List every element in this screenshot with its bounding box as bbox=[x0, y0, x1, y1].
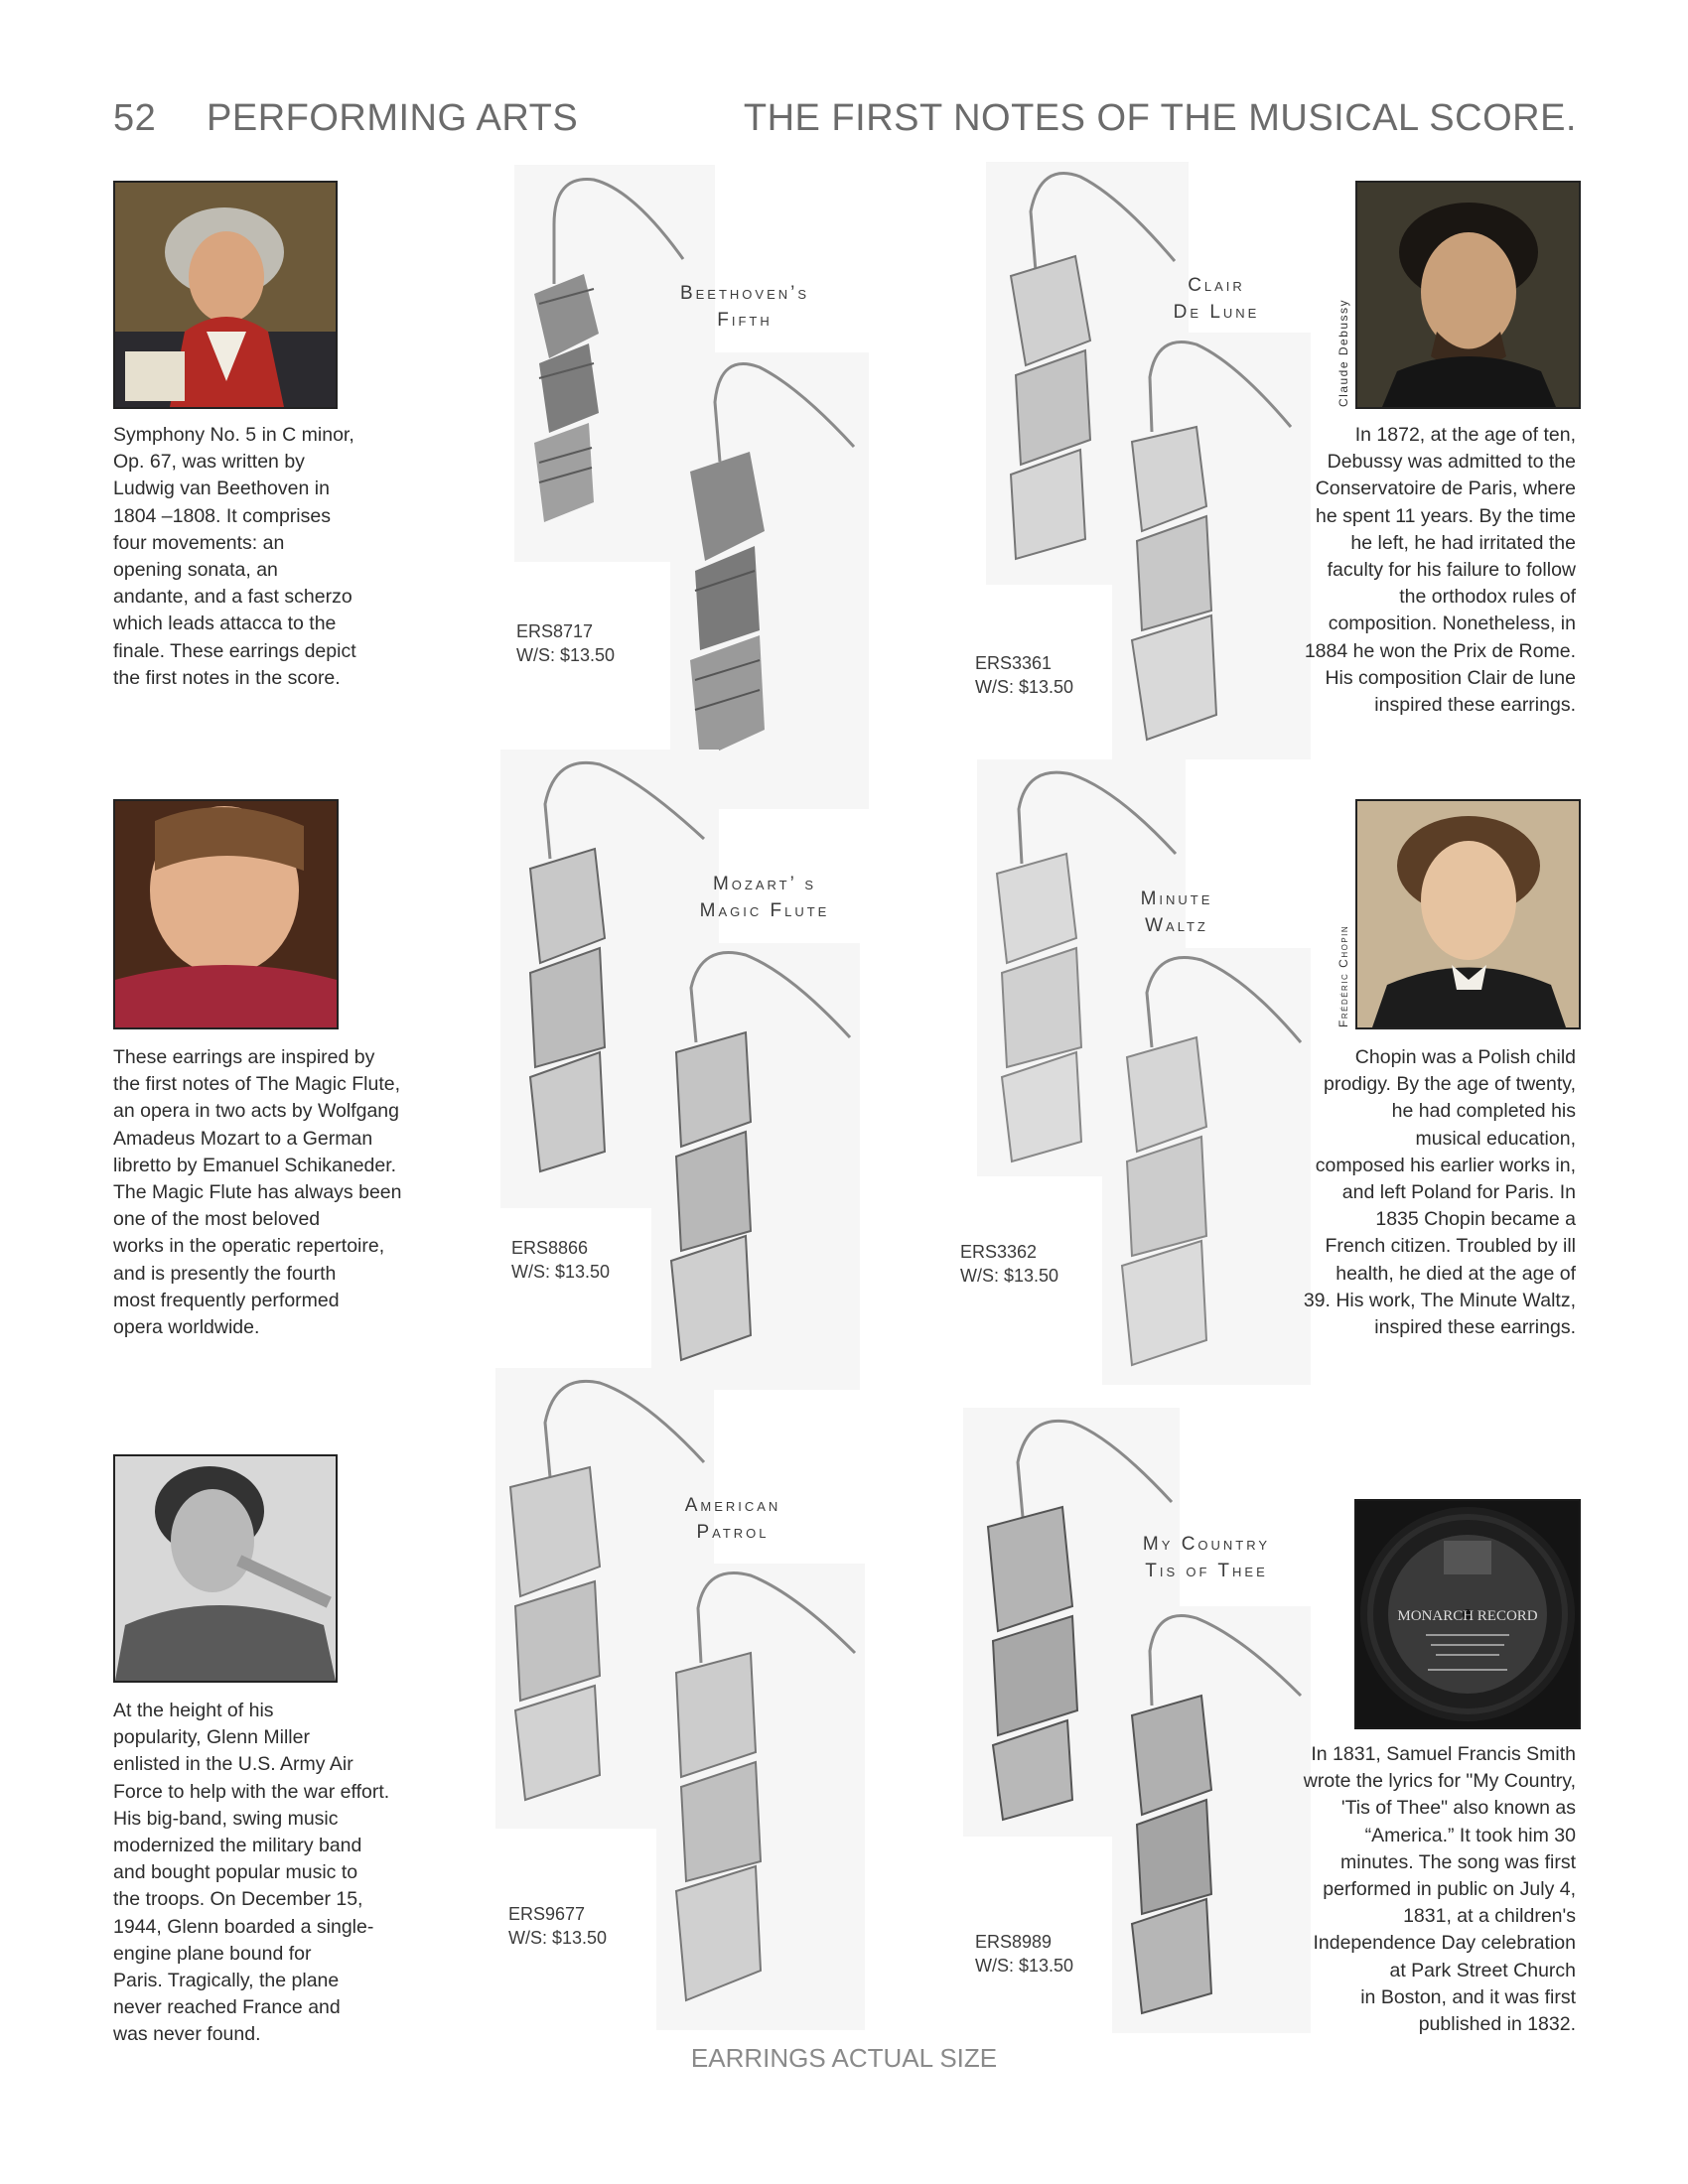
beethoven-description: Symphony No. 5 in C minor, Op. 67, was written by Ludwig van Beethoven in 1804 –1808. It comprises four movements: an opening sonata, an andante, and a fast scherzo which leads attacca to the finale. These earrings depict the first notes in the score. bbox=[113, 424, 356, 689]
earring-photo-mozart-right bbox=[651, 943, 860, 1390]
price-chopin: W/S: $13.50 bbox=[960, 1266, 1059, 1286]
glenn-miller-description: At the height of his popularity, Glenn Miller enlisted in the U.S. Army Air Force to help with the war effort. His big-band, swing music modernized the military band and bought popular music to the troops. On December 15, 1944, Glenn boarded a single- engine plane bound for Paris. Tragically, the plane never reached France and was never found. bbox=[113, 1700, 390, 2046]
product-name-chopin: Minute Waltz bbox=[1140, 888, 1213, 936]
earring-icon bbox=[656, 1564, 865, 2030]
monarch-record-photo bbox=[1354, 1499, 1581, 1729]
sku-debussy: ERS3361 bbox=[975, 653, 1053, 673]
debussy-description: In 1872, at the age of ten, Debussy was admitted to the Conservatoire de Paris, where he spent 11 years. By the time he left, he had irritated the faculty for his failure to follow the orthodox rules of composition. Nonetheless, in 1884 he won the Prix de Rome. His composition Clair de lune inspired these earrings. bbox=[1304, 424, 1576, 717]
sku-chopin: ERS3362 bbox=[960, 1242, 1038, 1262]
price-debussy: W/S: $13.50 bbox=[975, 677, 1074, 697]
beethoven-portrait bbox=[113, 181, 338, 409]
chopin-description: Chopin was a Polish child prodigy. By the age of twenty, he had completed his musical education, composed his earlier works in, and left Poland for Paris. In 1835 Chopin became a French citizen. Troubled by ill health, he died at the age of 39. His work, The Minute Waltz, inspired these earrings. bbox=[1303, 1046, 1576, 1339]
product-name-mozart: Mozart’ s Magic Flute bbox=[699, 874, 830, 921]
price-patrol: W/S: $13.50 bbox=[508, 1928, 608, 1948]
sku-mozart: ERS8866 bbox=[511, 1238, 589, 1258]
sku-beethoven: ERS8717 bbox=[516, 621, 594, 641]
earring-icon bbox=[670, 352, 869, 809]
product-name-debussy: Clair De Lune bbox=[1173, 275, 1260, 323]
price-beethoven: W/S: $13.50 bbox=[516, 645, 616, 665]
mozart-portrait bbox=[113, 799, 339, 1029]
section-title: PERFORMING ARTS bbox=[207, 97, 579, 139]
page-number: 52 bbox=[113, 97, 157, 139]
mozart-description: These earrings are inspired by the first notes of The Magic Flute, an opera in two acts by Wolfgang Amadeus Mozart to a German libretto by Emanuel Schikaneder. The Magic Flute has always been one of the most beloved works in the operatic repertoire, and is presently the fourth most frequently performed opera worldwide. bbox=[113, 1046, 402, 1339]
debussy-portrait bbox=[1355, 181, 1581, 409]
country-description: In 1831, Samuel Francis Smith wrote the lyrics for "My Country, 'Tis of Thee" also known as “America.” It took him 30 minutes. The song was first performed in public on July 4, 1831, at a children's Independence Day celebration at Park Street Church in Boston, and it was first published in 1832. bbox=[1303, 1743, 1576, 2036]
price-mozart: W/S: $13.50 bbox=[511, 1262, 611, 1282]
record-label-text: MONARCH RECORD bbox=[1397, 1608, 1538, 1624]
price-country: W/S: $13.50 bbox=[975, 1956, 1074, 1976]
earring-photo-patrol-right bbox=[656, 1564, 865, 2030]
footer-note: EARRINGS ACTUAL SIZE bbox=[690, 2043, 998, 2073]
photo-caption-chopin: Frédéric Chopin bbox=[1336, 924, 1350, 1027]
product-name-patrol: American Patrol bbox=[684, 1495, 781, 1543]
chopin-portrait bbox=[1355, 799, 1581, 1029]
glenn-miller-photo bbox=[113, 1454, 338, 1683]
earring-icon bbox=[651, 943, 860, 1390]
sku-patrol: ERS9677 bbox=[508, 1904, 586, 1924]
earring-photo-beethoven-right bbox=[670, 352, 869, 809]
sku-country: ERS8989 bbox=[975, 1932, 1053, 1952]
photo-caption-debussy: Claude Debussy bbox=[1336, 298, 1350, 407]
page-title: THE FIRST NOTES OF THE MUSICAL SCORE. bbox=[743, 97, 1577, 139]
product-name-beethoven: Beethoven’s Fifth bbox=[679, 283, 810, 331]
product-name-country: My Country Tis of Thee bbox=[1142, 1534, 1271, 1581]
